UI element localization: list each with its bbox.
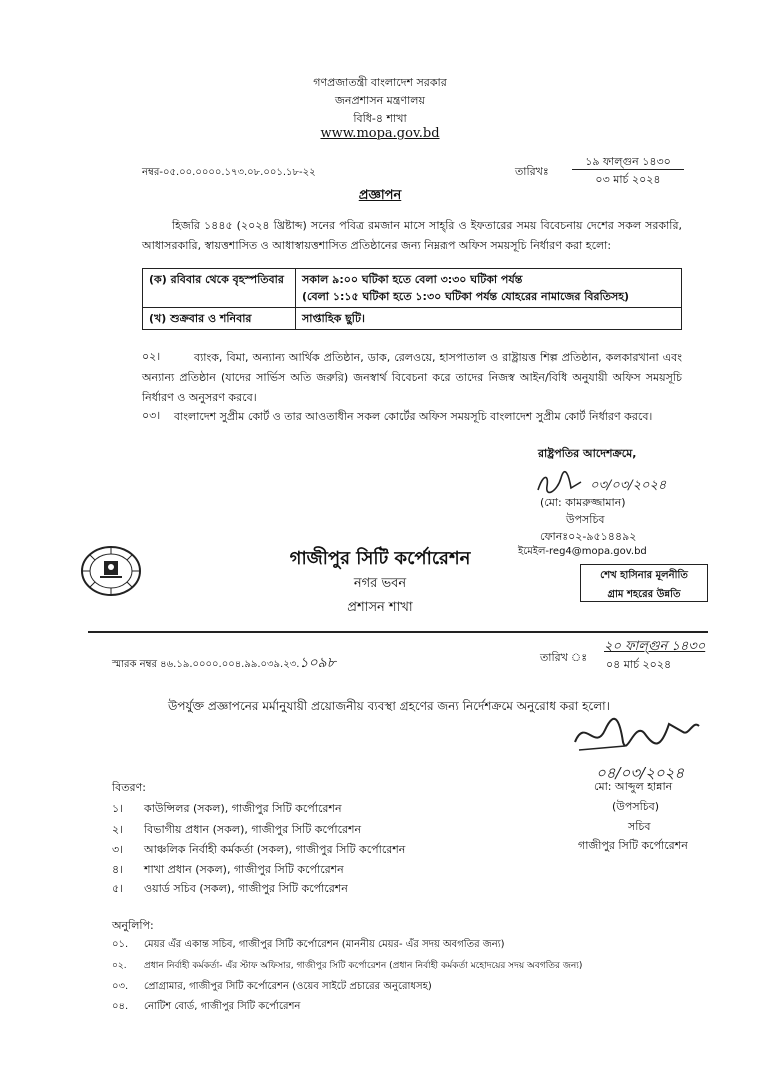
distribution-heading: বিতরণ: [112,781,146,794]
list-item [112,800,342,819]
clause-number: ০২। [142,350,161,363]
forward-memo-handwritten: ১০৯৮ [299,655,336,671]
memo-number: নম্বর-০৫.০০.০০০০.১৭৩.০৮.০০১.১৮-২২ [142,167,316,178]
signer1-name: (মো: কামরুজ্জামান) [540,496,626,509]
schedule-time-line: সকাল ৯:০০ ঘটিকা হতে বেলা ৩:৩০ ঘটিকা পর্যন্ত [302,273,523,286]
order-line: রাষ্ট্রপতির আদেশক্রমে, [538,447,637,460]
section-divider [88,631,708,633]
forward-memo-number [112,651,336,675]
list-item [112,937,505,954]
list-item-number: ০১. [112,939,129,950]
gcc-logo [80,545,142,600]
list-item-number: ০৪. [112,1001,129,1012]
schedule-time-note: (বেলা ১:১৫ ঘটিকা হতে ১:৩০ ঘটিকা পর্যন্ত যোহরের নামাজের বিরতিসহ) [302,290,630,303]
signature-2 [565,712,705,765]
forward-date-english: ০৪ মার্চ ২০২৪ [606,658,672,671]
schedule-days: (ক) রবিবার থেকে বৃহস্পতিবার [143,269,296,308]
schedule-time [296,269,682,308]
website-link[interactable]: www.mopa.gov.bd [320,126,440,141]
clause-number: ০৩। [142,409,161,422]
list-item [112,880,348,899]
list-item [112,841,405,860]
list-item-number: ৪। [112,863,124,876]
signer2-designation: সচিব [628,820,651,833]
memo-date-label: তারিখঃ [515,165,549,178]
list-item-number: ২। [112,823,124,836]
memo-date-english: ০৩ মার্চ ২০২৪ [595,173,661,186]
list-item-text: শাখা প্রধান (সকল), গাজীপুর সিটি কর্পোরেশন [144,863,344,876]
copies-heading: অনুলিপি: [112,919,154,932]
forward-request: উপর্যুক্ত প্রজ্ঞাপনের মর্মানুযায়ী প্রয়োজনীয় ব্যবস্থা গ্রহণের জন্য নির্দেশক্রমে অনুরোধ করা হলো। [168,699,610,713]
gcc-logo-icon [80,545,142,597]
list-item-text: মেয়র এঁর একান্ত সচিব, গাজীপুর সিটি কর্পোরেশন (মাননীয় মেয়র- এঁর সদয় অবগতির জন্য) [144,939,505,950]
signer2-rank: (উপসচিব) [612,800,660,813]
gcc-building: নগর ভবন [353,576,407,591]
list-item-number: ০২. [112,961,127,971]
list-item-text: ওয়ার্ড সচিব (সকল), গাজীপুর সিটি কর্পোরেশন [144,882,348,895]
signer1-phone: ফোনঃ০২-৯৫১৪৪৯২ [540,530,637,543]
list-item-number: ৩। [112,843,124,856]
clause-text: বাংলাদেশ সুপ্রীম কোর্ট ও তার আওতাধীন সকল কোর্টের অফিস সময়সূচি বাংলাদেশ সুপ্রীম কোর্ট নির্ধারণ করবে। [174,410,653,423]
list-item-number: ৫। [112,882,124,895]
gcc-title: গাজীপুর সিটি কর্পোরেশন [289,548,471,569]
forward-memo-label: স্মারক নম্বর ৪৬.১৯.০০০০.০০৪.৯৯.০৩৯.২৩. [112,659,300,670]
govt-name: গণপ্রজাতন্ত্রী বাংলাদেশ সরকার [313,76,447,89]
signer2-name: মো: আব্দুল হান্নান [594,780,673,793]
section-name: বিধি-৪ শাখা [353,112,407,125]
list-item-number: ০৩. [112,981,129,992]
list-item [112,979,432,996]
list-item [112,999,300,1016]
signature-scribble-icon [535,470,585,496]
list-item-text: প্রধান নির্বাহী কর্মকর্তা- এঁর স্টাফ অফিসার, গাজীপুর সিটি কর্পোরেশন (প্রধান নির্বাহী কর্মকর্তা মহোদয়ের সদয় অবগতির জন্য) [144,961,583,971]
schedule-time: সাপ্তাহিক ছুটি। [296,308,682,330]
list-item-text: কাউন্সিলর (সকল), গাজীপুর সিটি কর্পোরেশন [144,802,342,815]
list-item [112,861,344,880]
slogan-box [580,564,708,602]
signature-scribble-icon [565,712,705,762]
list-item-text: বিভাগীয় প্রধান (সকল), গাজীপুর সিটি কর্পোরেশন [144,823,362,836]
list-item-text: নোটিশ বোর্ড, গাজীপুর সিটি কর্পোরেশন [144,1001,301,1012]
schedule-days: (খ) শুক্রবার ও শনিবার [143,308,296,330]
list-item [112,958,582,973]
clause-text: ব্যাংক, বিমা, অন্যান্য আর্থিক প্রতিষ্ঠান, ডাক, রেলওয়ে, হাসপাতাল ও রাষ্ট্রায়ত্ত শিল্প প্রতিষ্ঠান, কলকারখানা এবং অন্যান্য প্রতিষ্ঠান (যাদের সার্ভিস অতি জরুরি) জনস্বার্থ বিবেচনা করে তাদের নিজস্ব আইন/বিধি অনুযায়ী অফিস সময়সূচি নির্ধারণ ও অনুসরণ করবে। [142,351,682,404]
signer1-date: ০৩/০৩/২০২৪ [590,478,667,493]
gcc-section: প্রশাসন শাখা [347,600,413,615]
signer2-org: গাজীপুর সিটি কর্পোরেশন [578,839,688,852]
slogan-line: গ্রাম শহরের উন্নতি [607,589,681,600]
slogan-line: শেখ হাসিনার মূলনীতি [600,570,688,581]
table-row [143,308,682,330]
signer1-designation: উপসচিব [566,513,605,526]
ministry-name: জনপ্রশাসন মন্ত্রণালয় [335,94,425,107]
list-item [112,821,361,840]
date-divider [572,169,684,170]
signer1-email[interactable]: ইমেইল-reg4@mopa.gov.bd [518,546,647,557]
schedule-table [142,268,682,330]
list-item-text: প্রোগ্রামার, গাজীপুর সিটি কর্পোরেশন (ওয়েব সাইটে প্রচারের অনুরোধসহ) [144,981,432,992]
page-title: প্রজ্ঞাপন [358,188,402,203]
intro-paragraph: হিজরি ১৪৪৫ (২০২৪ খ্রিষ্টাব্দ) সনের পবিত্র রমজান মাসে সাহ্‌রি ও ইফতারের সময় বিবেচনায় দেশের সকল সরকারি, আধাসরকারি, স্বায়ত্তশাসিত ও আধাস্বায়ত্তশাসিত প্রতিষ্ঠানের জন্য নিম্নরূপ অফিস সময়সূচি নির্ধারণ করা হলো: [142,219,682,252]
memo-date-bangla: ১৯ ফাল্গুন ১৪৩০ [585,155,671,168]
table-row [143,269,682,308]
signer2-date: ০৪/০৩/২০২৪ [596,764,685,782]
list-item-text: আঞ্চলিক নির্বাহী কর্মকর্তা (সকল), গাজীপুর সিটি কর্পোরেশন [144,843,406,856]
list-item-number: ১। [112,802,124,815]
forward-date-label: তারিখ ঃ [540,651,588,664]
forward-date-bangla: ২০ ফাল্গুন ১৪৩০ [604,639,706,654]
